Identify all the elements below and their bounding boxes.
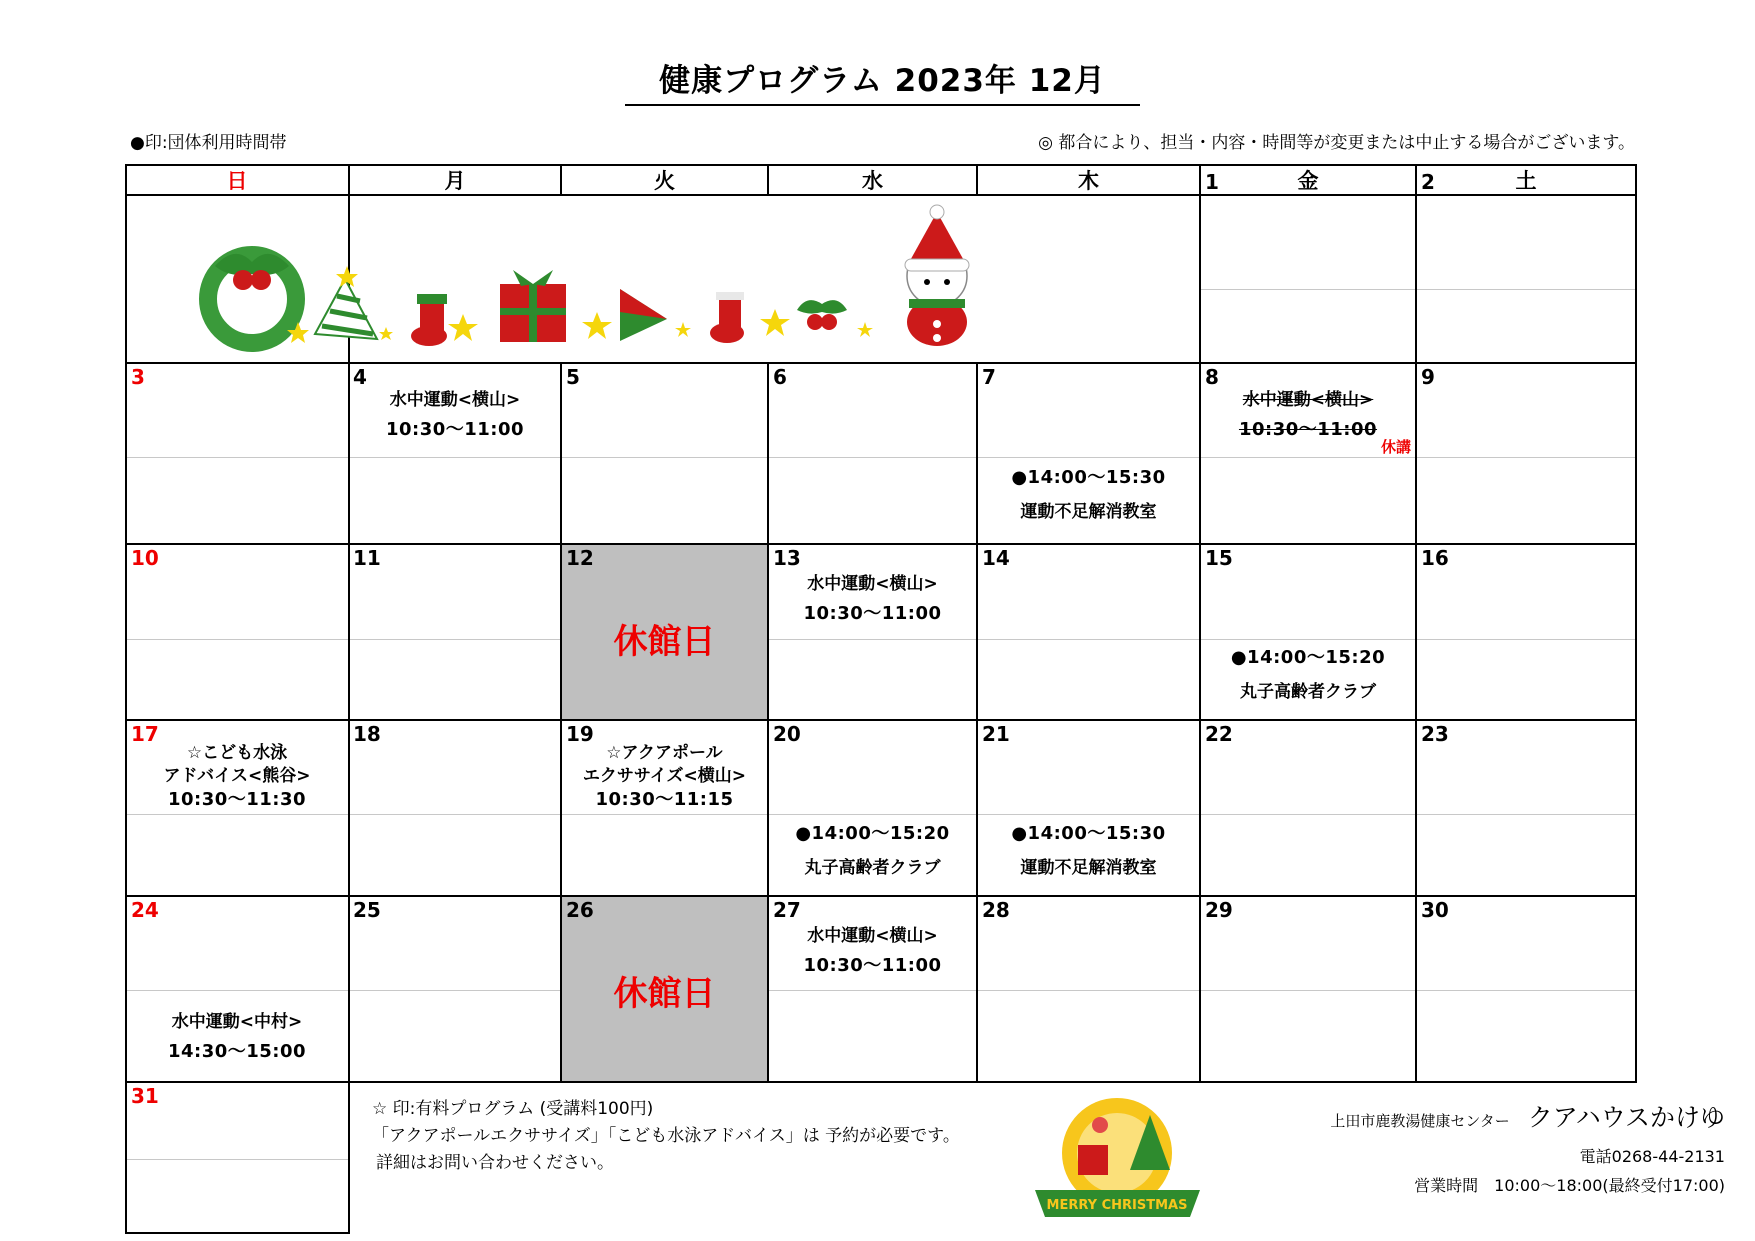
closed-label: 休館日 [613, 622, 716, 662]
holly-icon [797, 300, 847, 330]
day-number: 11 [353, 546, 381, 570]
day-number: 5 [566, 365, 580, 389]
event-group-use: ●14:00〜15:20 丸子高齢者クラブ [1230, 647, 1386, 702]
day-number: 19 [566, 722, 594, 746]
pennant-icon [620, 289, 667, 341]
day-number: 10 [131, 546, 159, 570]
stocking-icon [411, 294, 447, 346]
wreath-icon [208, 254, 296, 343]
day-number: 14 [982, 546, 1010, 570]
weekday-wed: 水 [862, 169, 883, 193]
stocking-icon [710, 292, 744, 343]
christmas-decoration-banner [195, 204, 1195, 354]
facility-phone: 電話0268-44-2131 [1579, 1147, 1725, 1166]
facility-org: 上田市鹿教湯健康センター [1330, 1112, 1510, 1130]
day-number: 15 [1205, 546, 1233, 570]
striped-tree-icon [315, 266, 377, 339]
page-title: 健康プログラム 2023年 12月 [625, 55, 1140, 106]
day-number: 8 [1205, 365, 1219, 389]
footer-notes [372, 1096, 960, 1177]
star-icon [675, 322, 691, 337]
day-number: 20 [773, 722, 801, 746]
cancelled-label: 休講 [1381, 438, 1412, 456]
event-aqua-exercise: 水中運動<横山> 10:30〜11:00 [803, 926, 942, 976]
day-number: 28 [982, 898, 1010, 922]
facility-hours: 営業時間 10:00〜18:00(最終受付17:00) [1414, 1176, 1725, 1195]
day-number: 7 [982, 365, 996, 389]
calendar-grid [125, 164, 1637, 1234]
day-number: 9 [1421, 365, 1435, 389]
event-aqua-exercise: 水中運動<中村> 14:30〜15:00 [167, 1012, 307, 1062]
snowman-icon [905, 205, 969, 346]
merry-christmas-badge-icon [1030, 1095, 1205, 1225]
star-icon [582, 312, 612, 339]
day-number: 3 [131, 365, 145, 389]
closed-day-12 [561, 544, 768, 720]
day-number: 22 [1205, 722, 1233, 746]
day-number: 12 [566, 546, 594, 570]
event-group-use: ●14:00〜15:30 運動不足解消教室 [1011, 823, 1166, 878]
event-aquapole: ☆アクアポール エクササイズ<横山> 10:30〜11:15 [582, 743, 747, 810]
day-number: 1 [1205, 170, 1219, 194]
inquiry-note: 詳細はお問い合わせください。 [376, 1153, 614, 1173]
star-icon [760, 309, 790, 336]
event-aqua-exercise: 水中運動<横山> 10:30〜11:00 [803, 574, 942, 624]
day-number: 6 [773, 365, 787, 389]
weekday-sun: 日 [226, 169, 248, 193]
day-number: 24 [131, 898, 159, 922]
star-icon [448, 314, 478, 341]
weekday-thu: 木 [1078, 169, 1099, 193]
day-number: 4 [353, 365, 367, 389]
day-number: 27 [773, 898, 801, 922]
group-use-note: ●印:団体利用時間帯 [130, 133, 287, 153]
gift-box-icon [500, 270, 566, 342]
day-number: 13 [773, 546, 801, 570]
day-number: 25 [353, 898, 381, 922]
day-number: 18 [353, 722, 381, 746]
weekday-mon: 月 [444, 169, 466, 193]
facility-name: クアハウスかけゆ [1527, 1103, 1725, 1132]
closed-label: 休館日 [613, 974, 716, 1014]
day-number: 23 [1421, 722, 1449, 746]
day-number: 21 [982, 722, 1010, 746]
star-icon [857, 322, 873, 337]
closed-day-26 [561, 896, 768, 1082]
day-number: 16 [1421, 546, 1449, 570]
event-group-use: ●14:00〜15:30 運動不足解消教室 [1011, 467, 1166, 522]
day-number: 2 [1421, 170, 1435, 194]
day-number: 30 [1421, 898, 1449, 922]
event-cancelled: 水中運動<横山> 10:30〜11:00 [1238, 390, 1378, 440]
reservation-note: 「アクアポールエクササイズ」「こども水泳アドバイス」は 予約が必要です。 [372, 1126, 960, 1146]
star-icon [379, 327, 393, 340]
weekday-sat: 土 [1515, 169, 1537, 193]
day-number: 31 [131, 1084, 159, 1108]
paid-program-note: ☆ 印:有料プログラム (受講料100円) [372, 1099, 654, 1119]
svg-text:MERRY CHRISTMAS: MERRY CHRISTMAS [1046, 1198, 1188, 1213]
day-number: 29 [1205, 898, 1233, 922]
event-group-use: ●14:00〜15:20 丸子高齢者クラブ [795, 823, 950, 878]
change-notice: ◎ 都合により、担当・内容・時間等が変更または中止する場合がございます。 [1038, 133, 1635, 153]
day-number: 17 [131, 722, 159, 746]
day-number: 26 [566, 898, 594, 922]
weekday-tue: 火 [654, 169, 675, 193]
event-kids-swim: ☆こども水泳 アドバイス<熊谷> 10:30〜11:30 [163, 743, 311, 810]
weekday-fri: 金 [1297, 169, 1319, 193]
event-aqua-exercise: 水中運動<横山> 10:30〜11:00 [385, 390, 525, 440]
facility-info [1330, 1098, 1725, 1196]
